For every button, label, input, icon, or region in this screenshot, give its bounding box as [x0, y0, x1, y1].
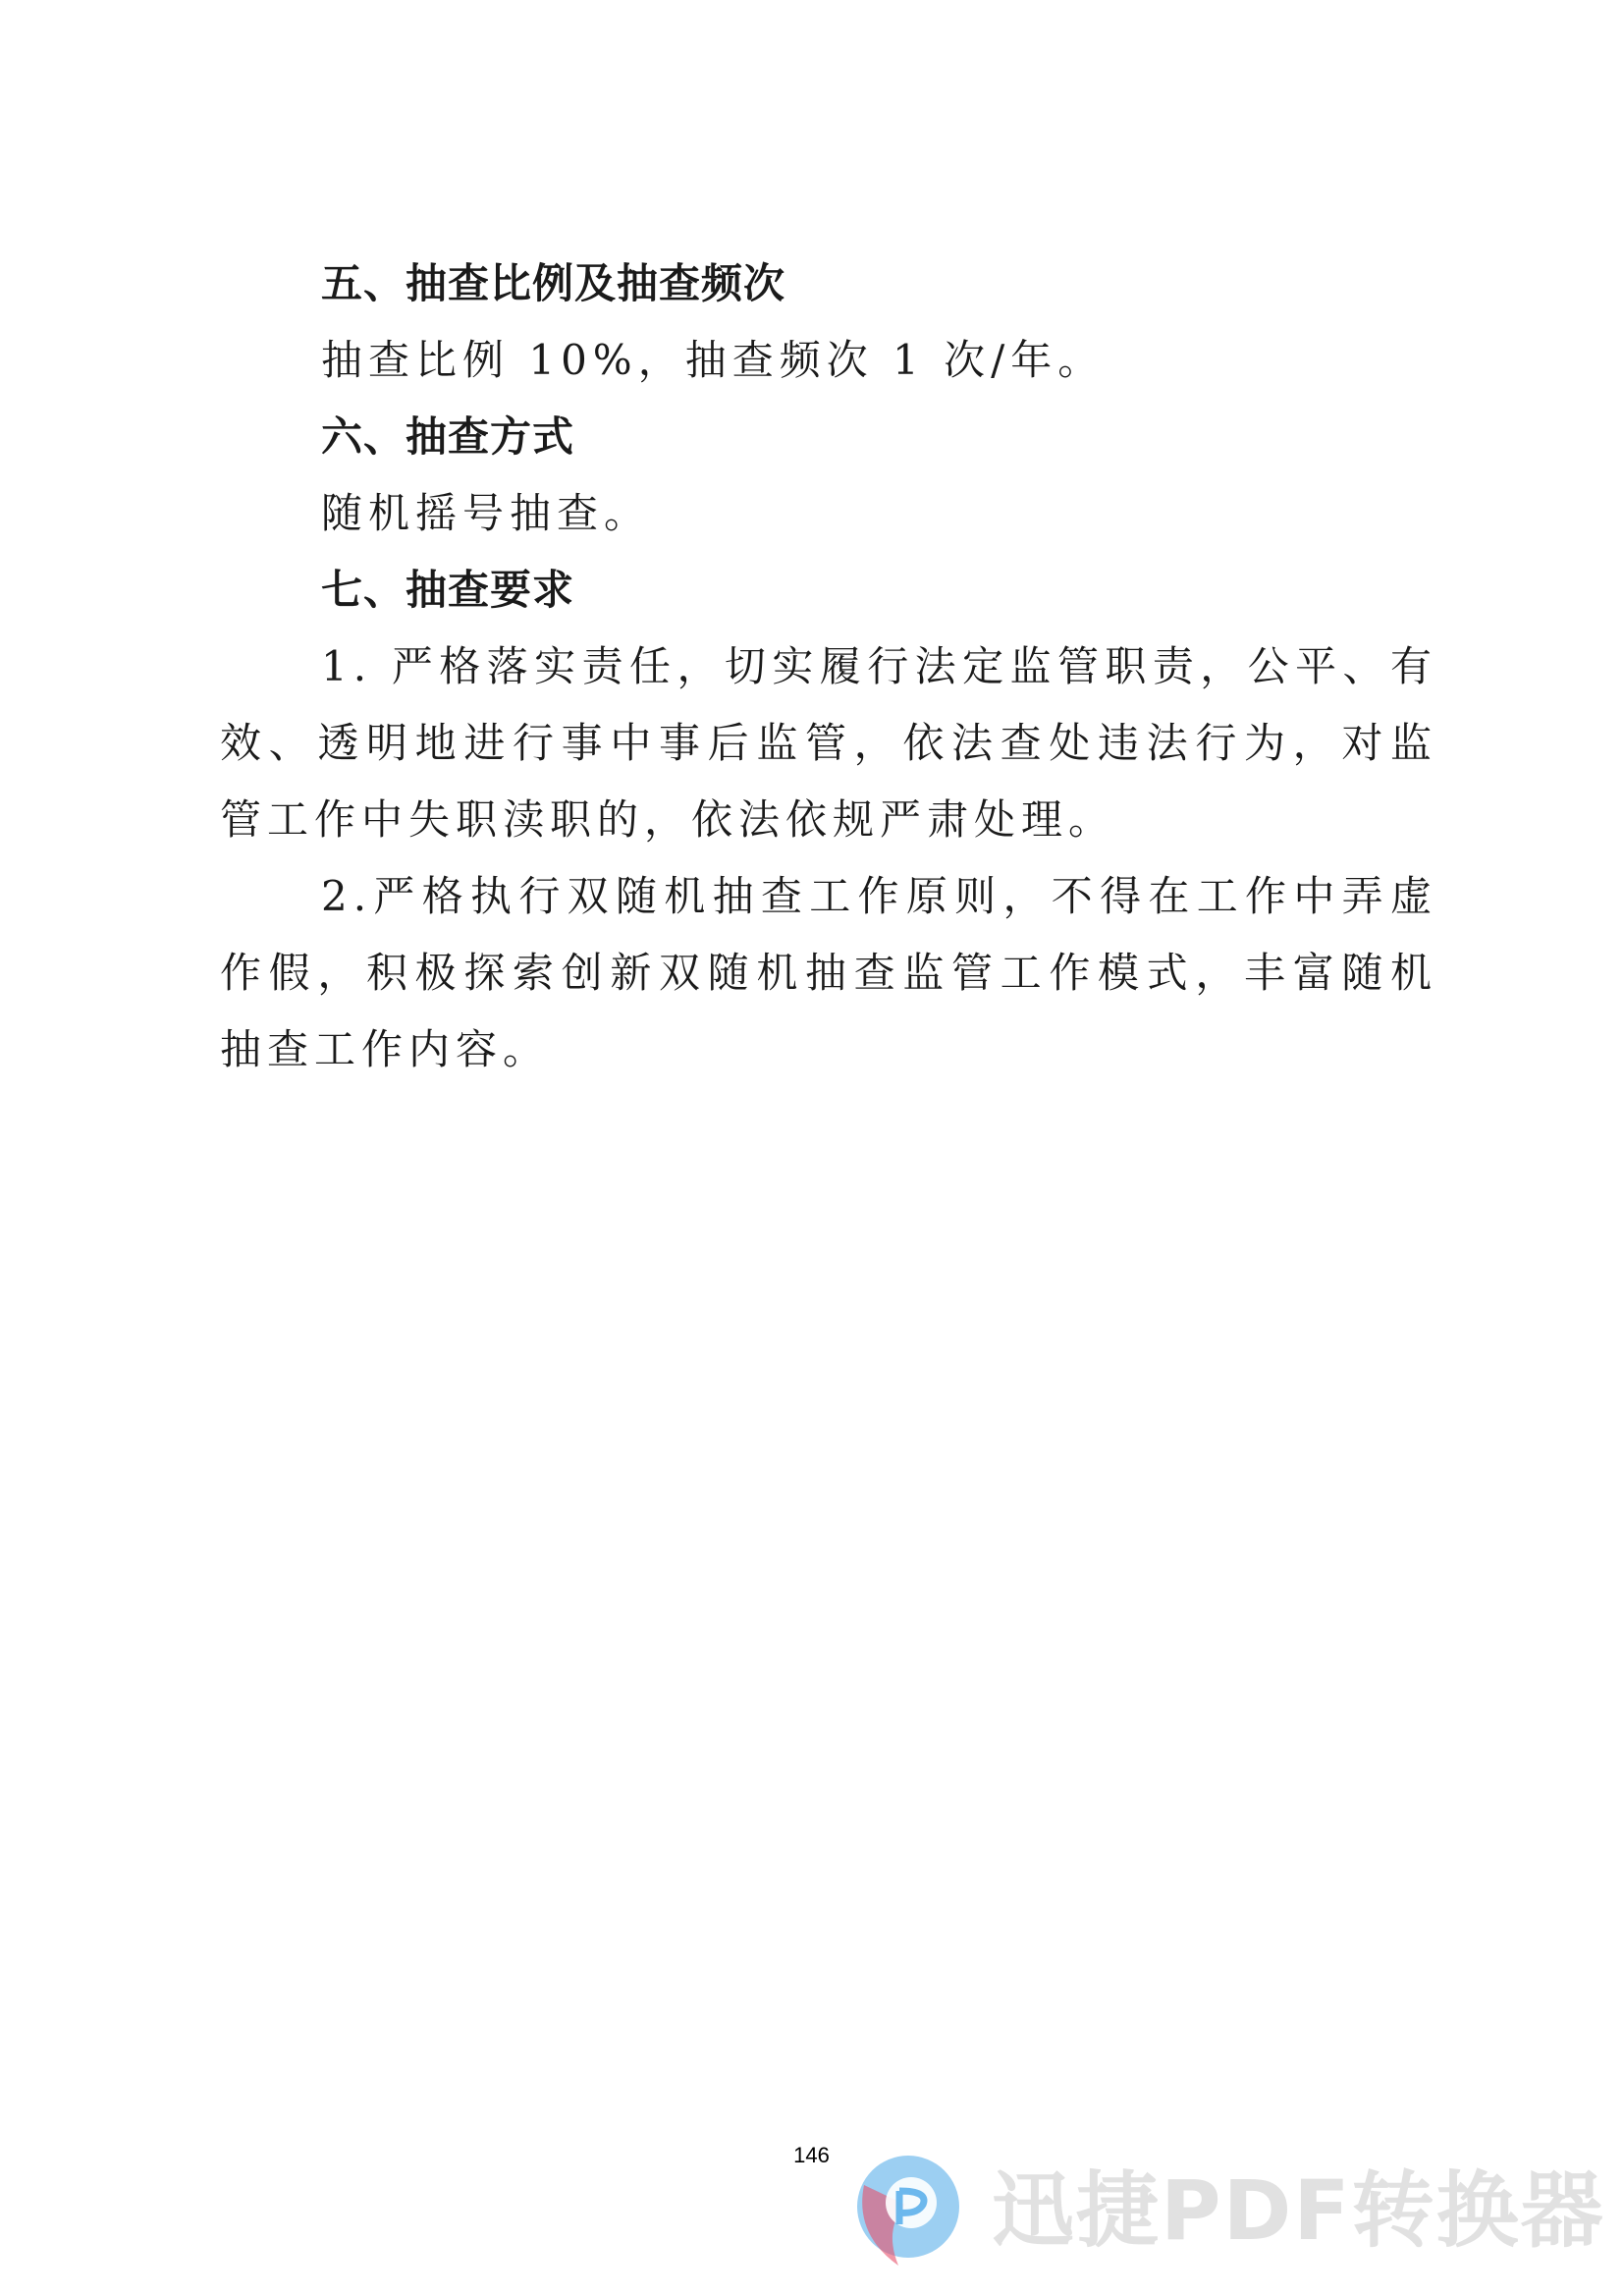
- section-heading-6: 六、抽查方式: [321, 412, 575, 461]
- section-text-6: 随机摇号抽查。: [321, 489, 652, 537]
- section-text-5: 抽查比例 10%，抽查频次 1 次/年。: [321, 336, 1106, 384]
- requirement-item-1: 1. 严格落实责任，切实履行法定监管职责，公平、有效、透明地进行事中事后监管，依法查处违法行为，对监管工作中失职渎职的，依法依规严肃处理。: [220, 642, 1437, 844]
- section-heading-7: 七、抽查要求: [321, 566, 575, 614]
- document-body: [220, 246, 1437, 1088]
- requirement-item-2: 2.严格执行双随机抽查工作原则，不得在工作中弄虚作假，积极探索创新双随机抽查监管工作模式，丰富随机抽查工作内容。: [220, 872, 1437, 1073]
- xunjie-logo-icon: [844, 2146, 972, 2273]
- section-heading-5: 五、抽查比例及抽查频次: [321, 259, 786, 307]
- watermark-text: 迅捷PDF转换器: [992, 2162, 1605, 2259]
- page-number: 146: [793, 2143, 830, 2167]
- watermark: [844, 2146, 1605, 2273]
